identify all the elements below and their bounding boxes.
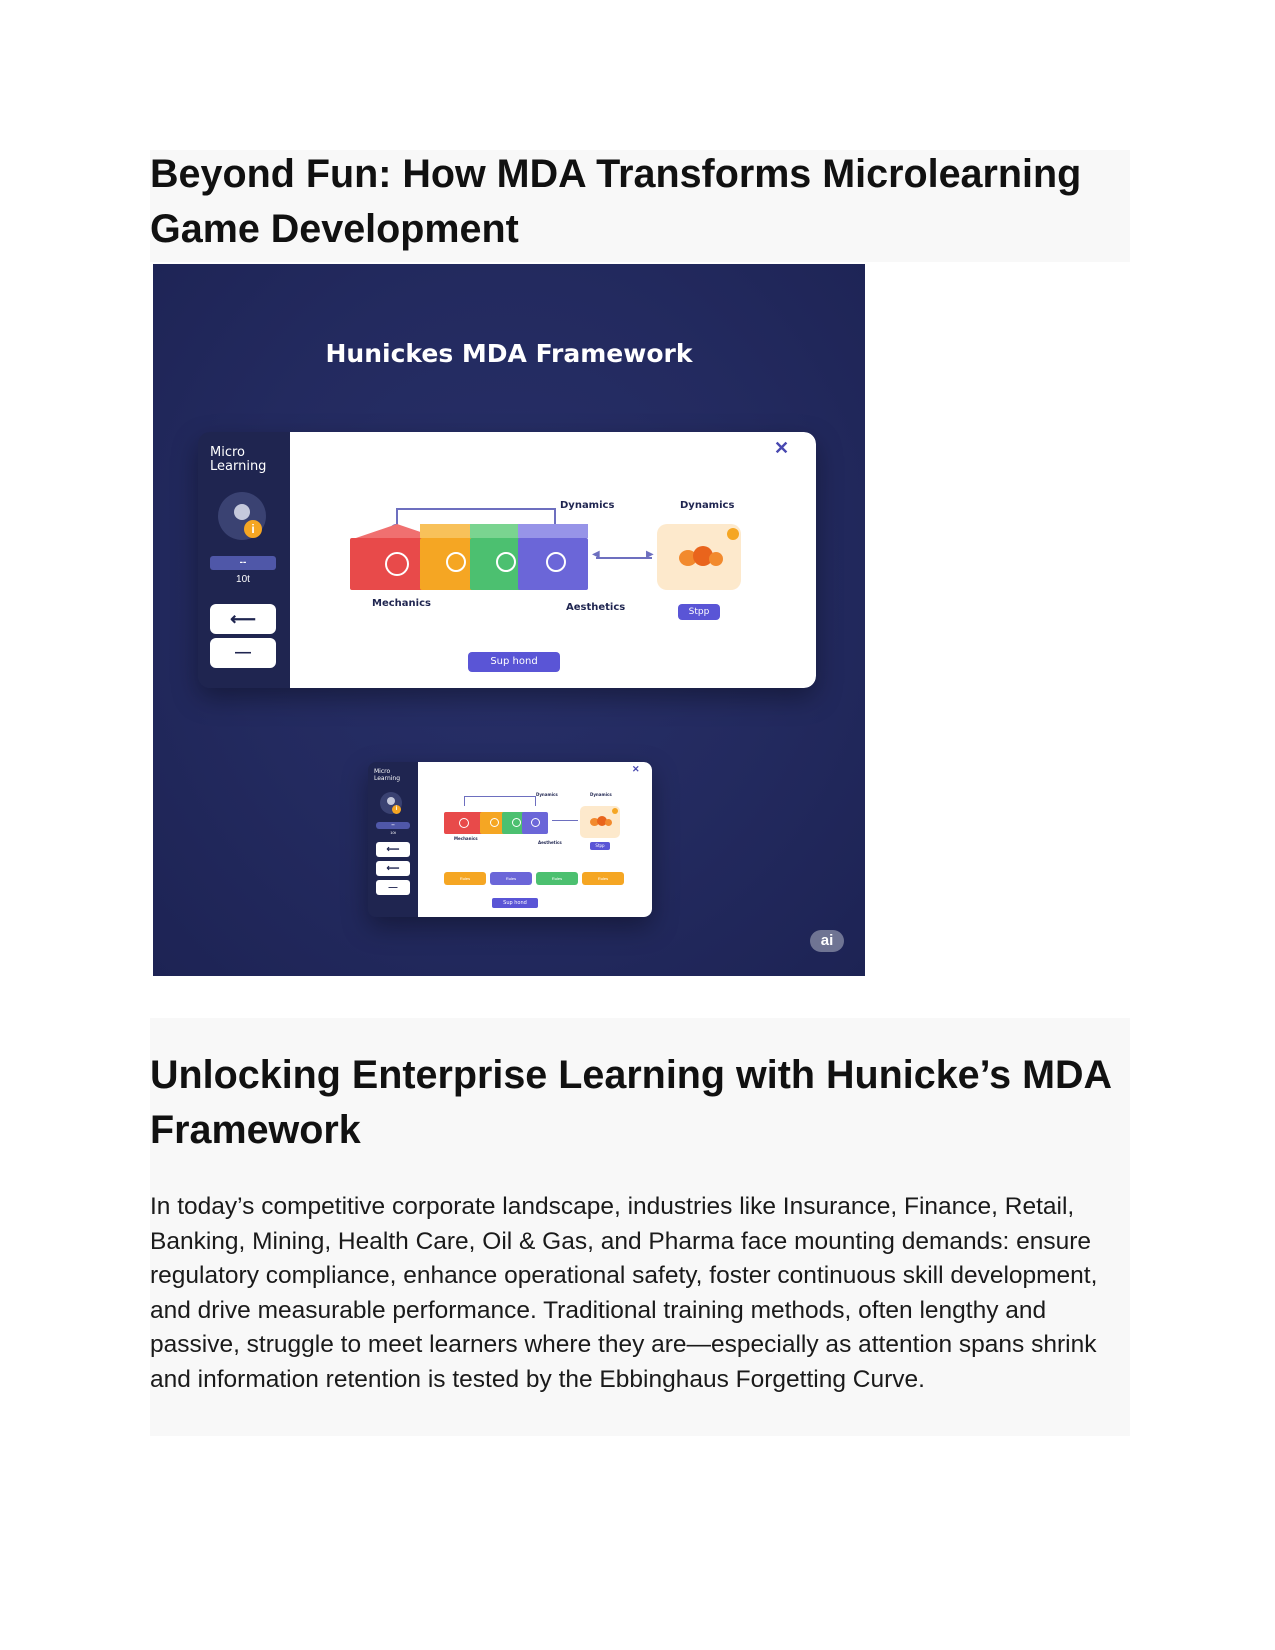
sidebar-title: Micro Learning bbox=[210, 445, 267, 474]
section-heading: Unlocking Enterprise Learning with Hunicke’s MDA Framework bbox=[150, 1053, 1111, 1152]
preview-info-badge-icon: i bbox=[392, 805, 401, 814]
illustration-title: Hunickes MDA Framework bbox=[325, 339, 693, 368]
aesthetics-block bbox=[518, 524, 588, 590]
body-paragraph: In today’s competitive corporate landscape, industries like Insurance, Finance, Retail, Banking, Mining, Health Care, Oil & Gas, and Pharma face mounting demands: ensure regulatory compliance, enhance operational safety, foster continuous skill development, and drive measurable performance. Traditional training methods, often lengthy and passive, struggle to meet learners where they are—especially as attention spans shrink and information retention is tested by the Ebbinghaus Forgetting Curve. bbox=[150, 1193, 1098, 1393]
preview-panel bbox=[418, 762, 652, 917]
preview-count: 10t bbox=[390, 830, 396, 835]
sup-button[interactable]: Sup hond bbox=[468, 652, 560, 672]
ai-badge: ai bbox=[810, 930, 844, 952]
back-button[interactable]: ⟵ bbox=[210, 604, 276, 634]
info-badge-icon: i bbox=[244, 520, 262, 538]
preview-rule-button[interactable]: Rules bbox=[536, 872, 578, 885]
preview-rule-button[interactable]: Rules bbox=[582, 872, 624, 885]
aesthetics-label: Aesthetics bbox=[566, 602, 626, 613]
preview-stop-button[interactable]: Stpp bbox=[590, 842, 610, 850]
preview-dynamics-card bbox=[580, 806, 620, 838]
window-panel bbox=[290, 432, 816, 688]
preview-dynamics-label: Dynamics bbox=[536, 792, 558, 797]
microlearning-window bbox=[198, 432, 816, 688]
arrow-left-icon: ◀ bbox=[592, 549, 600, 560]
preview-purple-block bbox=[522, 806, 548, 834]
preview-connector-line bbox=[464, 796, 536, 806]
preview-sidebar-title: Micro Learning bbox=[374, 768, 401, 782]
preview-aesthetics-label: Aesthetics bbox=[538, 840, 562, 845]
sidebar-progress: -- bbox=[210, 556, 276, 570]
preview-arrow bbox=[552, 820, 578, 821]
preview-minus-button[interactable]: — bbox=[376, 880, 410, 895]
minus-button[interactable]: — bbox=[210, 638, 276, 668]
microlearning-window-preview bbox=[368, 762, 652, 917]
green-block-icon bbox=[496, 552, 516, 572]
window-sidebar bbox=[198, 432, 290, 688]
preview-dynamics-card-label: Dynamics bbox=[590, 792, 612, 797]
two-way-arrow bbox=[596, 557, 652, 559]
aesthetics-icon bbox=[546, 552, 566, 572]
preview-sup-button[interactable]: Sup hond bbox=[492, 898, 538, 908]
preview-rule-button[interactable]: Rules bbox=[490, 872, 532, 885]
orange-block-icon bbox=[446, 552, 466, 572]
mechanics-label: Mechanics bbox=[372, 598, 431, 609]
dynamics-badge-icon bbox=[727, 528, 739, 540]
dynamics-label: Dynamics bbox=[560, 500, 615, 511]
stop-button[interactable]: Stpp bbox=[678, 604, 720, 620]
preview-avatar-head bbox=[387, 797, 395, 805]
mechanics-icon bbox=[385, 552, 409, 576]
mda-illustration bbox=[153, 264, 865, 976]
preview-mechanics-label: Mechanics bbox=[454, 836, 478, 841]
arrow-right-icon: ▶ bbox=[646, 549, 654, 560]
preview-rule-button[interactable]: Rules bbox=[444, 872, 486, 885]
page-title: Beyond Fun: How MDA Transforms Microlearning Game Development bbox=[150, 152, 1082, 251]
preview-back-button[interactable]: ⟵ bbox=[376, 842, 410, 857]
avatar-head bbox=[234, 504, 250, 520]
sidebar-count: 10t bbox=[236, 574, 250, 585]
preview-close-icon[interactable]: ✕ bbox=[632, 764, 640, 774]
preview-sidebar bbox=[368, 762, 418, 917]
preview-avatar bbox=[380, 792, 402, 814]
preview-back-button-2[interactable]: ⟵ bbox=[376, 861, 410, 876]
preview-progress: -- bbox=[376, 822, 410, 829]
dynamics-card-label: Dynamics bbox=[680, 500, 735, 511]
avatar bbox=[218, 492, 266, 540]
close-icon[interactable]: ✕ bbox=[774, 438, 790, 458]
dynamics-card bbox=[657, 524, 741, 590]
